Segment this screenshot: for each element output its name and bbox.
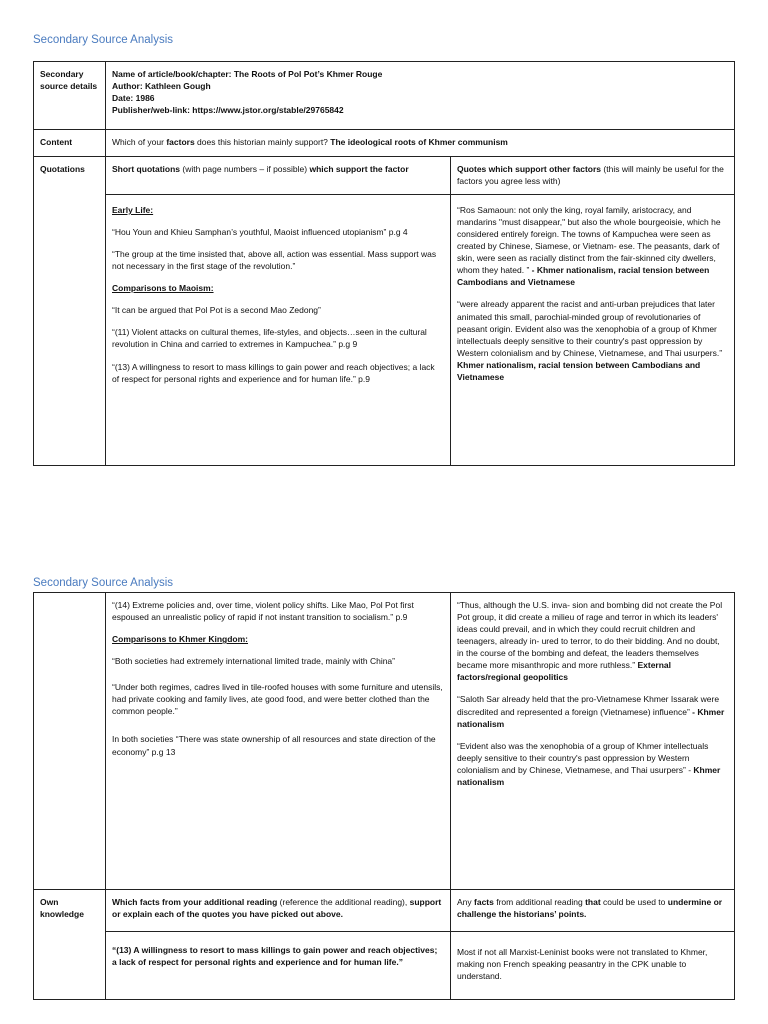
content-question: Which of your factors does this historian mainly support? The ideological roots of Khmer communism [106,130,735,157]
quotations-header-row [34,157,735,195]
other-quotes-header: Quotes which support other factors (this will mainly be useful for the factors you agree less with) [451,157,735,195]
quote: “(14) Extreme policies and, over time, violent policy shifts. Like Mao, Pol Pot first espoused an unrealistic policy of rapid if not instant transition to socialism.” p.9 [112,600,414,623]
continued-quotations-row [34,593,735,890]
quote: “were already apparent the racist and anti-urban prejudices that later animated this small, parochial-minded group of revolutionaries of peasant origin. Evident also was the xenophobia of a group of Khmer intellectuals deeply sensitive to their country's past oppression by Western colonialism and by Chinese, Vietnamese, and Thai usurpers.” Khmer nationalism, racial tension between Cambodians and Vietnamese [457,299,723,382]
page-title: Secondary Source Analysis [33,577,173,589]
early-life-heading: Early Life: [112,205,154,215]
quote: “(11) Violent attacks on cultural themes, life-styles, and objects…seen in the cultural revolution in China and carried to extremes in Kampuchea.” p.g 9 [112,327,427,350]
other-quotes-cell [451,593,735,890]
quote: “Thus, although the U.S. inva- sion and bombing did not create the Pol Pot group, it did create a milieu of rage and terror in which its leaders' ideas could prevail, and in which they could recruit children and teenagers, already in- ured to terror, to do their bidding. And no doubt, in the course of the bombing and defeat, the leaders themselves became more misanthropic and more ruthless.” External factors/regional geopolitics [457,600,723,683]
own-knowledge-label: Own knowledge [34,890,106,1000]
content-label: Content [34,130,106,157]
own-knowledge-header-row [34,890,735,932]
author: Author: Kathleen Gough [112,81,211,92]
own-knowledge-body-row [34,932,735,1000]
other-quotes-cell [451,195,735,466]
khmer-kingdom-heading: Comparisons to Khmer Kingdom: [112,634,249,645]
supporting-quotes-cell [106,195,451,466]
source-analysis-table-1 [33,61,735,466]
challenging-facts-header: Any facts from additional reading that could be used to undermine or challenge the historians’ points. [451,890,735,932]
empty-label-cell [34,593,106,890]
supporting-facts-header: Which facts from your additional reading (reference the additional reading), support or explain each of the quotes you have picked out above. [106,890,451,932]
challenging-facts-cell: Most if not all Marxist-Leninist books were not translated to Khmer, making non French speaking peasantry in the CPK unable to understand. [451,932,735,1000]
supporting-quotes-cell [106,593,451,890]
page-title: Secondary Source Analysis [33,34,173,46]
content-row [34,130,735,157]
supporting-quotes-header: Short quotations (with page numbers – if possible) which support the factor [106,157,451,195]
details-label: Secondary source details [34,62,106,130]
quote: “Ros Samaoun: not only the king, royal family, aristocracy, and mandarins "must disappear," but also the whole bourgeoisie, which he considered entirely foreign. The towns of Kampuchea were seen as created by Chinese, Siamese, or Vietnam- ese. The peasants, dark of skin, were seen as racially distinct from the fair-skinned city dwellers, whom they hated. ” - Khmer nationalism, racial tension between Cambodians and Vietnamese [457,205,721,288]
quote: In both societies “There was state ownership of all resources and state direction of the economy” p.g 13 [112,734,436,757]
article-name: Name of article/book/chapter: The Roots of Pol Pot’s Khmer Rouge [112,69,383,79]
quote: “Under both regimes, cadres lived in tile-roofed houses with some furniture and utensils, had private cooking and family lives, ate good food, and were better clothed than the common people.” [112,682,443,717]
supporting-facts-cell: “(13) A willingness to resort to mass killings to gain power and reach objectives; a lack of respect for personal rights and experience and for human life.” [106,932,451,1000]
content-answer: The ideological roots of Khmer communism [330,137,508,147]
publisher-link: Publisher/web-link: https://www.jstor.org/stable/29765842 [112,105,344,116]
details-values [106,62,735,130]
details-row [34,62,735,130]
quote: “Evident also was the xenophobia of a group of Khmer intellectuals deeply sensitive to their country's past oppression by Western colonialism and by Chinese, Vietnamese, and Thai usurpers” - Khmer nationalism [457,740,721,787]
quote: “It can be argued that Pol Pot is a second Mao Zedong” [112,305,321,316]
quotations-label: Quotations [34,157,106,466]
source-analysis-table-2 [33,592,735,1000]
quote: “Hou Youn and Khieu Samphan’s youthful, Maoist influenced utopianism” p.g 4 [112,227,408,238]
quote: “Both societies had extremely international limited trade, mainly with China” [112,656,395,667]
quotations-body-row [34,195,735,466]
quote: “The group at the time insisted that, above all, action was essential. Mass support was not necessary in the first stage of the revolution.” [112,249,437,272]
quote: “(13) A willingness to resort to mass killings to gain power and reach objectives; a lack of respect for personal rights and experience and for human life.” p.9 [112,361,435,384]
maoism-heading: Comparisons to Maoism: [112,283,214,294]
date: Date: 1986 [112,93,155,104]
quote: “Saloth Sar already held that the pro-Vietnamese Khmer Issarak were discredited and represented a foreign (Vietnamese) influence” - Khmer nationalism [457,694,725,729]
